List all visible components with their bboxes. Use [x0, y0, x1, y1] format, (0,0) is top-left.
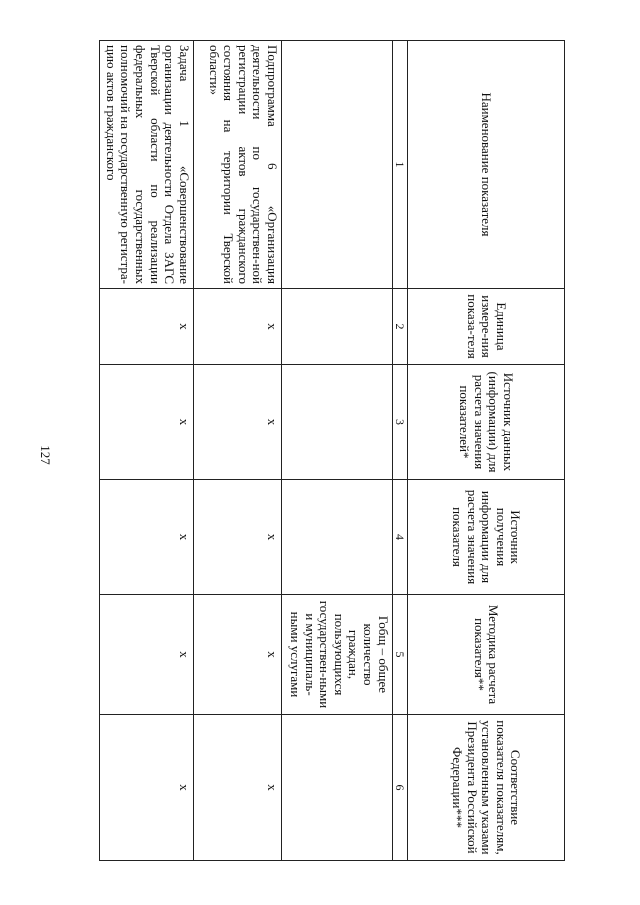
row-empty-cell	[281, 41, 392, 289]
row-unit: x	[100, 289, 194, 365]
header-method: Методика расчета показателя**	[407, 595, 564, 715]
row-empty-cell	[281, 289, 392, 365]
rotated-table-wrapper	[99, 40, 565, 860]
column-number: 3	[392, 365, 407, 480]
table-row	[281, 41, 392, 861]
table-row	[193, 41, 281, 861]
row-empty-cell	[281, 480, 392, 595]
header-unit: Единица измере-ния показа-теля	[407, 289, 564, 365]
indicators-table	[99, 40, 565, 861]
row-empty-cell	[281, 715, 392, 861]
row-source-info: x	[193, 480, 281, 595]
column-number: 1	[392, 41, 407, 289]
column-number: 6	[392, 715, 407, 861]
row-compliance: x	[100, 715, 194, 861]
method-note: Гобщ – общее количество граждан, пользующихся государствен-ными и муниципаль-ными услугами	[281, 595, 392, 715]
column-number-row	[392, 41, 407, 861]
row-indicator-name: Задача 1 «Совершенствование организации деятельности Отдела ЗАГС Тверской области по реализации федеральных государственных полномочий на государственную регистра-цию актов гражданского	[100, 41, 194, 289]
row-method: x	[193, 595, 281, 715]
page-number: 127	[38, 445, 53, 465]
row-source-data: x	[100, 365, 194, 480]
header-indicator-name: Наименование показателя	[407, 41, 564, 289]
header-source-info: Источник получения информации для расчета значения показателя	[407, 480, 564, 595]
column-number: 4	[392, 480, 407, 595]
header-source-data: Источник данных (информации) для расчета значения показателей*	[407, 365, 564, 480]
header-compliance: Соответствие показателя показателям, установленным указами Президента Российской Федерации***	[407, 715, 564, 861]
row-source-data: x	[193, 365, 281, 480]
row-method: x	[100, 595, 194, 715]
column-number: 2	[392, 289, 407, 365]
row-compliance: x	[193, 715, 281, 861]
row-source-info: x	[100, 480, 194, 595]
row-indicator-name: Подпрограмма 6 «Организация деятельности по государствен-ной регистрации актов гражданского состояния на территории Тверской области»	[193, 41, 281, 289]
row-unit: x	[193, 289, 281, 365]
header-row	[407, 41, 564, 861]
column-number: 5	[392, 595, 407, 715]
row-empty-cell	[281, 365, 392, 480]
table-row	[100, 41, 194, 861]
